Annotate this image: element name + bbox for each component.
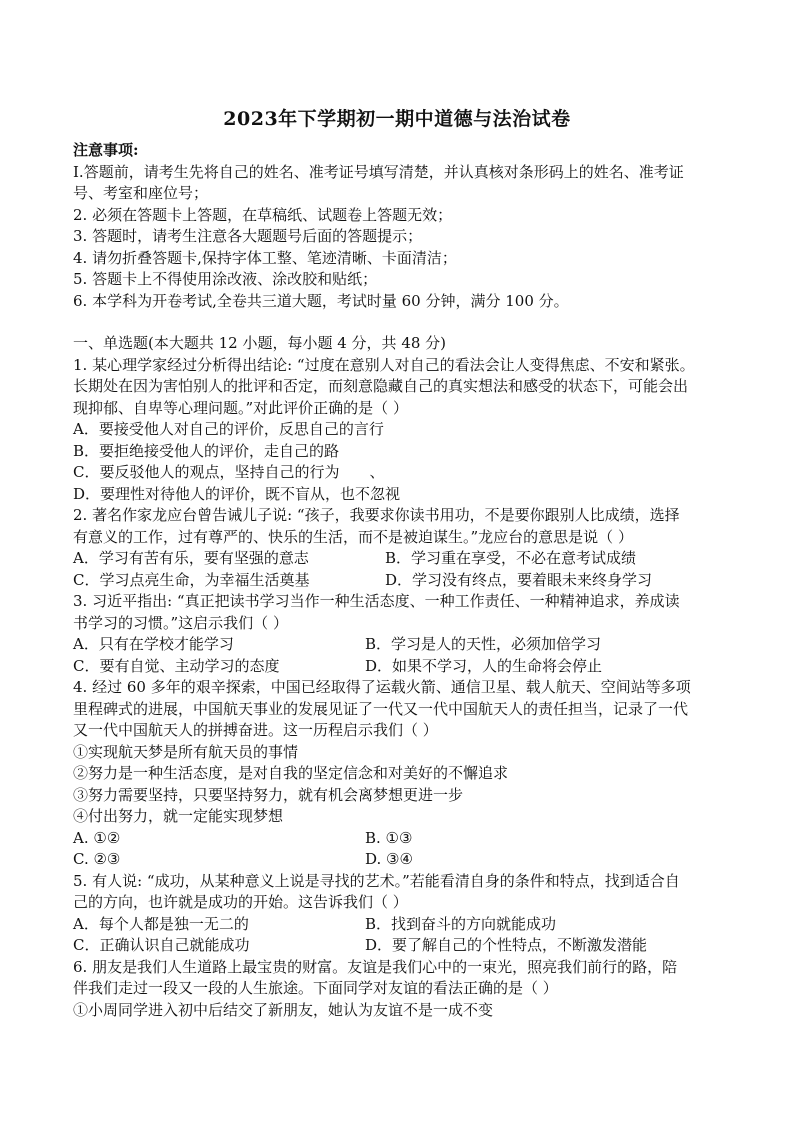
exam-content	[73, 140, 734, 1021]
option-c[interactable]: C. ②③	[73, 850, 121, 868]
notice-line: 5. 答题卡上不得使用涂改液、涂改胶和贴纸；	[73, 270, 378, 288]
option-d[interactable]: D．学习没有终点，要着眼未来终身学习	[385, 570, 653, 589]
option-b[interactable]: B. ①③	[365, 828, 413, 847]
question-3	[73, 591, 734, 677]
spacer	[73, 312, 734, 333]
statement-item: ①小周同学进入初中后结交了新朋友，她认为友谊不是一成不变	[73, 1000, 494, 1019]
question-stem: 1. 某心理学家经过分析得出结论: “过度在意别人对自己的看法会让人变得焦虑、不安和紧张。	[73, 355, 695, 374]
notice-line: 4. 请勿折叠答题卡,保持字体工整、笔迹清晰、卡面清洁；	[73, 248, 457, 267]
section-header: 一、单选题(本大题共 12 小题，每小题 4 分，共 48 分)	[73, 334, 447, 352]
question-4	[73, 677, 734, 871]
option-a[interactable]: A．要接受他人对自己的评价，反思自己的言行	[73, 420, 384, 438]
statement-item: ②努力是一种生活态度，是对自我的坚定信念和对美好的不懈追求	[73, 764, 509, 782]
statement-item: ④付出努力，就一定能实现梦想	[73, 807, 284, 825]
question-stem: 4. 经过 60 多年的艰辛探索，中国已经取得了运载火箭、通信卫星、载人航天、空间站等多项	[73, 678, 691, 696]
question-stem: 5. 有人说: “成功，从某种意义上说是寻找的艺术。”若能看清自身的条件和特点，找到适合自	[73, 871, 680, 890]
option-row	[73, 914, 734, 936]
page-title: 2023年下学期初一期中道德与法治试卷	[223, 108, 571, 130]
question-stem: 2. 著名作家龙应台曾告诫儿子说: “孩子，我要求你读书用功，不是要你跟别人比成绩，选择	[73, 506, 680, 524]
notice-section	[73, 140, 734, 312]
statement-item: ①实现航天梦是所有航天员的事情	[73, 742, 299, 761]
option-a[interactable]: A．每个人都是独一无二的	[73, 914, 249, 933]
notice-line: 2. 必须在答题卡上答题，在草稿纸、试题卷上答题无效；	[73, 205, 453, 224]
question-6	[73, 957, 734, 1022]
question-stem: 己的方向，也许就是成功的开始。这告诉我们（ ）	[73, 893, 408, 911]
option-row	[73, 849, 734, 871]
option-a[interactable]: A．只有在学校才能学习	[73, 635, 234, 653]
question-stem: 有意义的工作，过有尊严的、快乐的生活，而不是被迫谋生。”龙应台的意思是说（ ）	[73, 527, 633, 546]
notice-line: 号、考室和座位号；	[73, 184, 209, 202]
option-a[interactable]: A. ①②	[73, 828, 121, 847]
option-c[interactable]: C．正确认识自己就能成功	[73, 936, 250, 954]
option-b[interactable]: B．要拒绝接受他人的评价，走自己的路	[73, 441, 340, 460]
option-d[interactable]: D．要理性对待他人的评价，既不盲从，也不忽视	[73, 484, 401, 503]
statement-item: ③努力需要坚持，只要坚持努力，就有机会离梦想更进一步	[73, 785, 464, 804]
notice-heading: 注意事项:	[73, 141, 139, 159]
option-row	[73, 634, 734, 656]
notice-line: I.答题前，请考生先将自己的姓名、准考证号填写清楚，并认真核对条形码上的姓名、准考证	[73, 162, 684, 181]
option-row	[73, 656, 734, 678]
option-d[interactable]: D．如果不学习，人的生命将会停止	[365, 656, 603, 675]
question-stem: 又一代中国航天人的拼搏奋进。这一历程启示我们（ ）	[73, 721, 438, 739]
question-stem: 3. 习近平指出: “真正把读书学习当作一种生活态度、一种工作责任、一种精神追求，养成读	[73, 592, 680, 610]
option-row	[73, 935, 734, 957]
question-stem: 伴我们走过一段又一段的人生旅途。下面同学对友谊的看法正确的是（ ）	[73, 979, 558, 997]
question-2	[73, 505, 734, 591]
option-a[interactable]: A．学习有苦有乐，要有坚强的意志	[73, 549, 309, 567]
option-row	[73, 570, 734, 592]
question-1	[73, 355, 734, 506]
question-stem: 现抑郁、自卑等心理问题。”对此评价正确的是（ ）	[73, 398, 408, 417]
option-d[interactable]: D. ③④	[365, 850, 413, 868]
question-stem: 书学习的习惯。”这启示我们（ ）	[73, 613, 288, 632]
option-c[interactable]: C．学习点亮生命，为幸福生活奠基	[73, 570, 310, 589]
question-5	[73, 871, 734, 957]
option-b[interactable]: B．学习是人的天性，必须加倍学习	[365, 635, 602, 653]
question-stem: 6. 朋友是我们人生道路上最宝贵的财富。友谊是我们心中的一束光，照亮我们前行的路，陪	[73, 957, 678, 976]
question-stem: 里程碑式的进展，中国航天事业的发展见证了一代又一代中国航天人的责任担当，记录了一代	[73, 699, 689, 718]
option-d[interactable]: D．要了解自己的个性特点，不断激发潜能	[365, 936, 648, 954]
option-c[interactable]: C．要反驳他人的观点，坚持自己的行为 、	[73, 463, 385, 481]
option-row	[73, 548, 734, 570]
option-c[interactable]: C．要有自觉、主动学习的态度	[73, 656, 280, 675]
notice-line: 6. 本学科为开卷考试,全卷共三道大题，考试时量 60 分钟，满分 100 分。	[73, 291, 569, 310]
option-b[interactable]: B．找到奋斗的方向就能成功	[365, 914, 557, 933]
question-stem: 长期处在因为害怕别人的批评和否定，而刻意隐藏自己的真实想法和感受的状态下，可能会出	[73, 377, 689, 395]
option-b[interactable]: B．学习重在享受，不必在意考试成绩	[385, 549, 637, 567]
option-row	[73, 828, 734, 850]
notice-line: 3. 答题时，请考生注意各大题题号后面的答题提示；	[73, 227, 423, 245]
